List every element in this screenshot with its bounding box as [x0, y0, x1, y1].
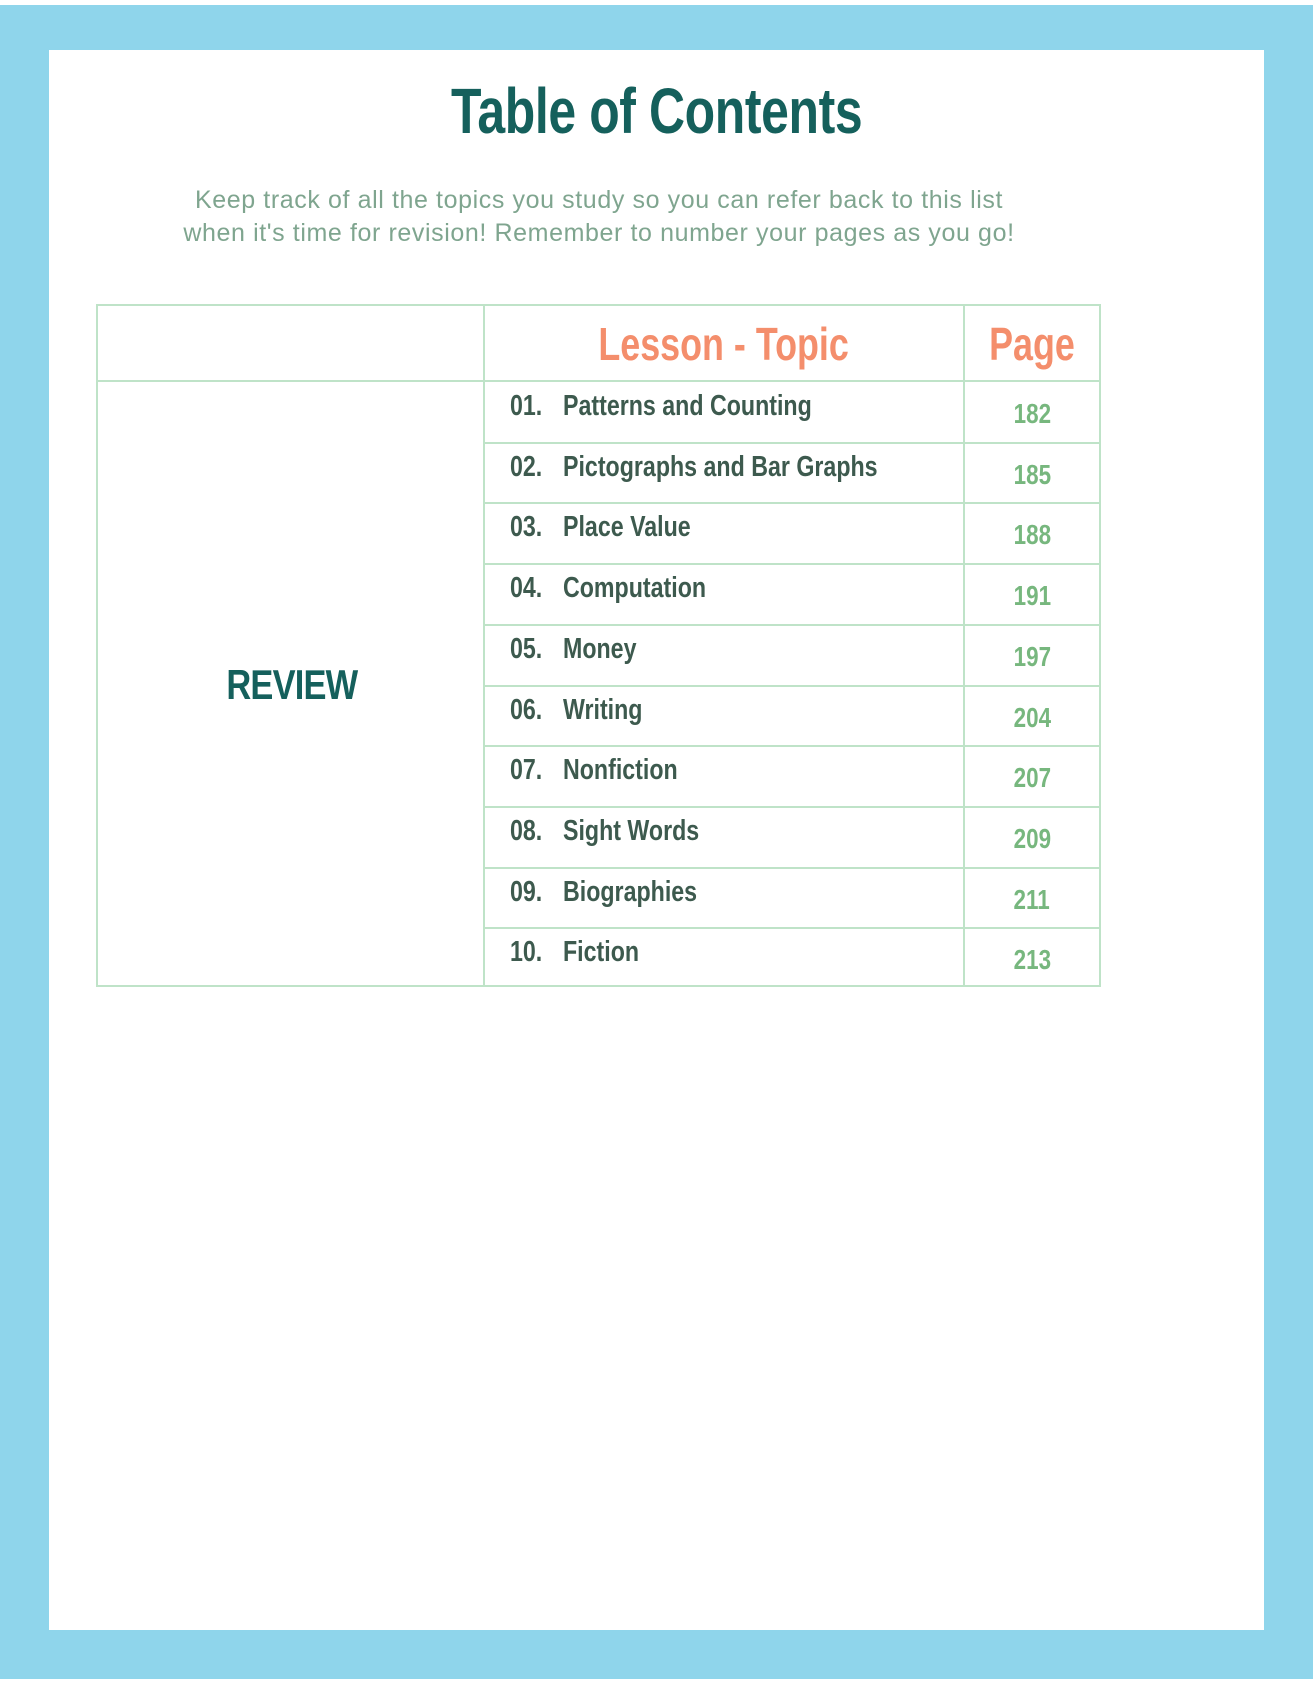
page-number: 213	[1013, 944, 1051, 976]
page-number: 185	[1013, 458, 1051, 490]
page-subtitle	[90, 184, 1108, 250]
page-number: 197	[1013, 640, 1051, 672]
lesson-topic: Place Value	[563, 511, 691, 544]
toc-row	[485, 868, 1101, 928]
lesson-number: 08.	[510, 814, 543, 847]
page-number: 207	[1013, 762, 1051, 794]
lesson-number: 10.	[510, 936, 543, 969]
page-title	[0, 76, 1313, 146]
lesson-topic: Writing	[563, 693, 643, 726]
page-number: 188	[1013, 519, 1051, 551]
toc-table	[96, 304, 1101, 987]
lesson-number: 09.	[510, 875, 543, 908]
toc-row	[485, 807, 1101, 867]
lesson-number: 02.	[510, 450, 543, 483]
toc-row	[485, 382, 1101, 442]
header-page	[965, 306, 1099, 382]
toc-row	[485, 746, 1101, 806]
lesson-topic: Biographies	[563, 875, 698, 908]
lesson-topic: Sight Words	[563, 814, 700, 847]
section-label-text: REVIEW	[226, 660, 357, 708]
subtitle-line-2: when it's time for revision! Remember to number your pages as you go!	[183, 219, 1015, 247]
toc-row	[485, 686, 1101, 746]
lesson-topic: Money	[563, 632, 637, 665]
page-number: 191	[1013, 580, 1051, 612]
lesson-topic: Nonfiction	[563, 754, 678, 787]
header-section-cell	[98, 306, 483, 382]
lesson-number: 04.	[510, 572, 543, 605]
page-number: 211	[1013, 883, 1051, 915]
lesson-number: 07.	[510, 754, 543, 787]
header-page-label: Page	[989, 318, 1075, 370]
lesson-number: 05.	[510, 632, 543, 665]
subtitle-line-1: Keep track of all the topics you study so you can refer back to this list	[194, 186, 1004, 214]
lesson-number: 06.	[510, 693, 543, 726]
toc-row	[485, 443, 1101, 503]
header-lesson-topic-label: Lesson - Topic	[598, 318, 850, 370]
page-number: 209	[1013, 822, 1051, 854]
page-title-text: Table of Contents	[450, 75, 863, 147]
lesson-topic: Pictographs and Bar Graphs	[563, 450, 878, 483]
section-label-review	[98, 382, 485, 987]
lesson-topic: Fiction	[563, 936, 640, 969]
page-number: 182	[1013, 398, 1051, 429]
page-number: 204	[1013, 701, 1051, 733]
lesson-number: 01.	[510, 390, 543, 422]
lesson-topic: Patterns and Counting	[563, 390, 812, 422]
toc-row	[485, 564, 1101, 624]
lesson-topic: Computation	[563, 572, 707, 605]
toc-row	[485, 503, 1101, 563]
lesson-number: 03.	[510, 511, 543, 544]
toc-row	[485, 928, 1101, 988]
header-lesson-topic	[485, 306, 963, 382]
toc-row	[485, 625, 1101, 685]
